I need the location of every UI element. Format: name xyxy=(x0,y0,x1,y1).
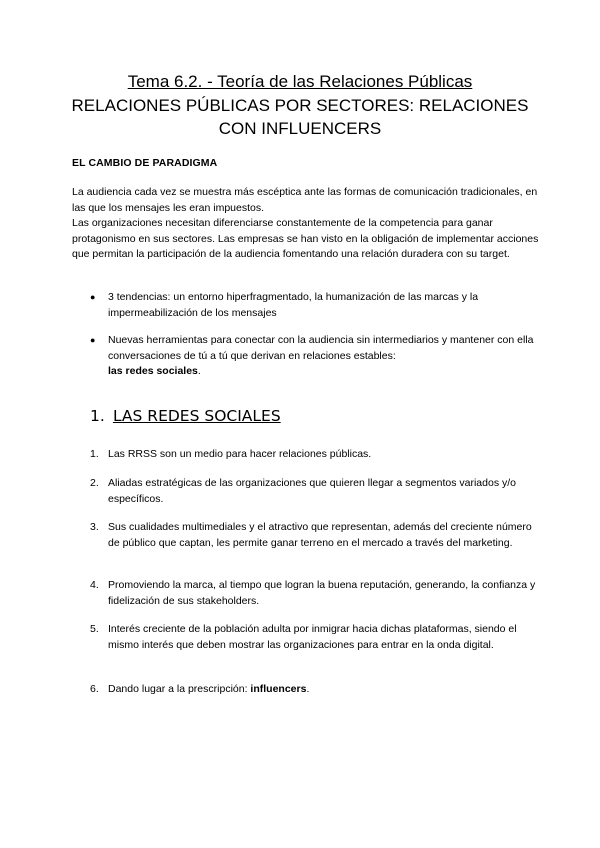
list-number: 4. xyxy=(90,579,99,591)
bullet-tail: . xyxy=(197,365,201,377)
list-text: Sus cualidades multimediales y el atractivo que representan, además del creciente número de público que captan, les permite ganar terreno en el mercado a través del marketing. xyxy=(108,521,532,549)
list-text: Promoviendo la marca, al tiempo que logran la buena reputación, generando, la confianza y fidelización de sus stakeholders. xyxy=(108,579,536,607)
list-bold-text: influencers xyxy=(250,683,307,695)
bullet-marker: ● xyxy=(90,335,96,345)
document-title: Tema 6.2. - Teoría de las Relaciones Públicas xyxy=(127,72,473,91)
bullet-item xyxy=(90,290,550,321)
list-item xyxy=(90,520,540,551)
list-number: 2. xyxy=(90,477,99,489)
list-text: Aliadas estratégicas de las organizaciones que quieren llegar a segmentos variados y/o específicos. xyxy=(108,477,516,505)
intro-paragraphs xyxy=(72,185,542,263)
list-text xyxy=(108,682,540,698)
list-number: 6. xyxy=(90,683,99,695)
list-number: 5. xyxy=(90,623,99,635)
bullet-bold-text: las redes sociales xyxy=(108,365,198,377)
bullet-item xyxy=(90,333,550,380)
list-number: 3. xyxy=(90,521,99,533)
list-text: Las RRSS son un medio para hacer relaciones públicas. xyxy=(108,448,372,460)
list-item xyxy=(90,447,540,463)
bullet-text xyxy=(108,333,550,380)
paragraph-organizations: Las organizaciones necesitan diferenciarse constantemente de la competencia para ganar protagonismo en sus sectores. Las empresas se han visto en la obligación de implementar acciones que permitan la participación de la audiencia fomentando una relación duradera con su target. xyxy=(72,217,539,260)
chapter-number: 1. xyxy=(90,407,105,425)
list-item xyxy=(90,682,540,698)
list-text-main: Dando lugar a la prescripción: xyxy=(108,683,248,695)
list-item xyxy=(90,476,540,507)
bullet-text-main: Nuevas herramientas para conectar con la audiencia sin intermediarios y mantener con ella conversaciones de tú a tú que derivan en relaciones estables: xyxy=(108,334,534,362)
bullet-text: 3 tendencias: un entorno hiperfragmentado, la humanización de las marcas y la impermeabilización de los mensajes xyxy=(108,291,479,319)
section-heading: EL CAMBIO DE PARADIGMA xyxy=(72,157,218,169)
list-text: Interés creciente de la población adulta por inmigrar hacia dichas plataformas, siendo el mismo interés que deben mostrar las organizaciones para entrar en la onda digital. xyxy=(108,623,517,651)
document-subtitle: RELACIONES PÚBLICAS POR SECTORES: RELACIONES CON INFLUENCERS xyxy=(71,96,529,138)
list-number: 1. xyxy=(90,448,99,460)
list-item xyxy=(90,578,540,609)
bullet-marker: ● xyxy=(90,292,96,302)
paragraph-audience: La audiencia cada vez se muestra más escéptica ante las formas de comunicación tradicionales, en las que los mensajes les eran impuestos. xyxy=(72,186,538,214)
chapter-title: LAS REDES SOCIALES xyxy=(112,407,281,425)
list-item xyxy=(90,622,540,653)
chapter-heading xyxy=(90,407,281,425)
list-tail: . xyxy=(306,683,310,695)
